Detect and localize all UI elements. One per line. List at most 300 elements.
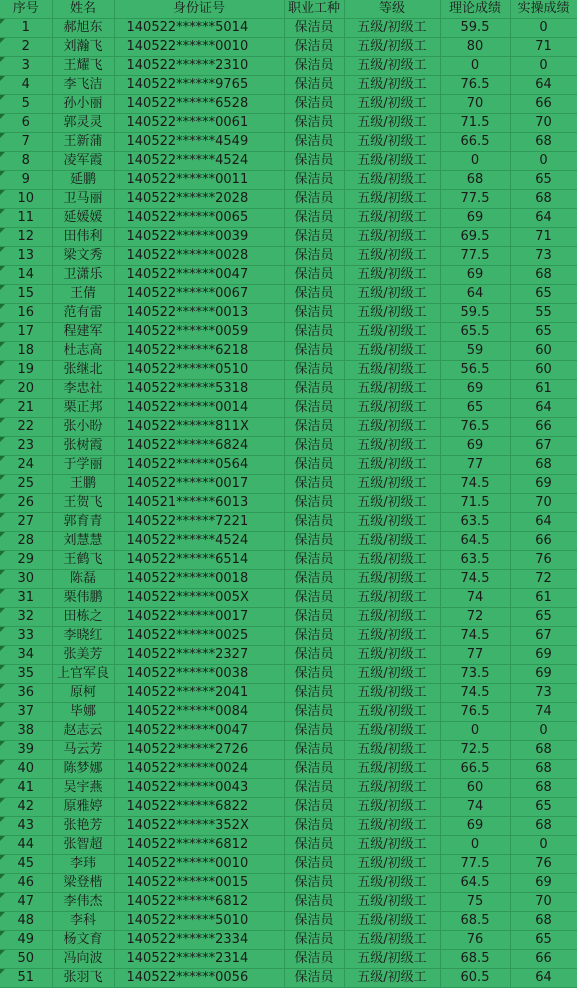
name-cell[interactable]: 梁登楷: [52, 874, 114, 893]
header-cell-level[interactable]: 等级: [344, 0, 440, 19]
name-cell[interactable]: 范有雷: [52, 304, 114, 323]
practice-cell[interactable]: 76: [510, 551, 577, 570]
practice-cell[interactable]: 0: [510, 722, 577, 741]
header-cell-id[interactable]: 身份证号: [114, 0, 284, 19]
name-cell[interactable]: 栗伟鹏: [52, 589, 114, 608]
theory-cell[interactable]: 59.5: [440, 304, 510, 323]
job-cell[interactable]: 保洁员: [284, 912, 344, 931]
level-cell[interactable]: 五级/初级工: [344, 532, 440, 551]
practice-cell[interactable]: 61: [510, 589, 577, 608]
name-cell[interactable]: 王倩: [52, 285, 114, 304]
job-cell[interactable]: 保洁员: [284, 171, 344, 190]
seq-cell[interactable]: 33: [0, 627, 52, 646]
name-cell[interactable]: 李伟杰: [52, 893, 114, 912]
id-cell[interactable]: 140522******0039: [114, 228, 284, 247]
id-cell[interactable]: 140522******6514: [114, 551, 284, 570]
practice-cell[interactable]: 60: [510, 361, 577, 380]
theory-cell[interactable]: 72.5: [440, 741, 510, 760]
practice-cell[interactable]: 69: [510, 646, 577, 665]
id-cell[interactable]: 140522******0043: [114, 779, 284, 798]
level-cell[interactable]: 五级/初级工: [344, 912, 440, 931]
job-cell[interactable]: 保洁员: [284, 38, 344, 57]
seq-cell[interactable]: 22: [0, 418, 52, 437]
job-cell[interactable]: 保洁员: [284, 456, 344, 475]
job-cell[interactable]: 保洁员: [284, 646, 344, 665]
id-cell[interactable]: 140522******4524: [114, 152, 284, 171]
job-cell[interactable]: 保洁员: [284, 950, 344, 969]
level-cell[interactable]: 五级/初级工: [344, 57, 440, 76]
level-cell[interactable]: 五级/初级工: [344, 418, 440, 437]
id-cell[interactable]: 140522******0056: [114, 969, 284, 988]
id-cell[interactable]: 140522******0059: [114, 323, 284, 342]
practice-cell[interactable]: 67: [510, 437, 577, 456]
job-cell[interactable]: 保洁员: [284, 570, 344, 589]
job-cell[interactable]: 保洁员: [284, 722, 344, 741]
level-cell[interactable]: 五级/初级工: [344, 399, 440, 418]
id-cell[interactable]: 140522******0018: [114, 570, 284, 589]
header-cell-job[interactable]: 职业工种: [284, 0, 344, 19]
practice-cell[interactable]: 65: [510, 171, 577, 190]
job-cell[interactable]: 保洁员: [284, 513, 344, 532]
level-cell[interactable]: 五级/初级工: [344, 114, 440, 133]
seq-cell[interactable]: 46: [0, 874, 52, 893]
seq-cell[interactable]: 6: [0, 114, 52, 133]
seq-cell[interactable]: 23: [0, 437, 52, 456]
job-cell[interactable]: 保洁员: [284, 323, 344, 342]
header-cell-name[interactable]: 姓名: [52, 0, 114, 19]
theory-cell[interactable]: 69.5: [440, 228, 510, 247]
level-cell[interactable]: 五级/初级工: [344, 456, 440, 475]
theory-cell[interactable]: 74.5: [440, 684, 510, 703]
seq-cell[interactable]: 51: [0, 969, 52, 988]
theory-cell[interactable]: 77.5: [440, 190, 510, 209]
seq-cell[interactable]: 18: [0, 342, 52, 361]
seq-cell[interactable]: 12: [0, 228, 52, 247]
level-cell[interactable]: 五级/初级工: [344, 380, 440, 399]
theory-cell[interactable]: 65.5: [440, 323, 510, 342]
level-cell[interactable]: 五级/初级工: [344, 152, 440, 171]
seq-cell[interactable]: 13: [0, 247, 52, 266]
job-cell[interactable]: 保洁员: [284, 247, 344, 266]
name-cell[interactable]: 延媛媛: [52, 209, 114, 228]
level-cell[interactable]: 五级/初级工: [344, 950, 440, 969]
job-cell[interactable]: 保洁员: [284, 684, 344, 703]
theory-cell[interactable]: 68.5: [440, 912, 510, 931]
id-cell[interactable]: 140522******0017: [114, 475, 284, 494]
id-cell[interactable]: 140522******2726: [114, 741, 284, 760]
id-cell[interactable]: 140522******0017: [114, 608, 284, 627]
job-cell[interactable]: 保洁员: [284, 342, 344, 361]
seq-cell[interactable]: 14: [0, 266, 52, 285]
job-cell[interactable]: 保洁员: [284, 760, 344, 779]
id-cell[interactable]: 140522******0067: [114, 285, 284, 304]
seq-cell[interactable]: 39: [0, 741, 52, 760]
practice-cell[interactable]: 69: [510, 475, 577, 494]
name-cell[interactable]: 梁文秀: [52, 247, 114, 266]
name-cell[interactable]: 吴宇燕: [52, 779, 114, 798]
theory-cell[interactable]: 68.5: [440, 950, 510, 969]
practice-cell[interactable]: 68: [510, 779, 577, 798]
seq-cell[interactable]: 47: [0, 893, 52, 912]
level-cell[interactable]: 五级/初级工: [344, 76, 440, 95]
theory-cell[interactable]: 77.5: [440, 247, 510, 266]
theory-cell[interactable]: 76: [440, 931, 510, 950]
name-cell[interactable]: 张美芳: [52, 646, 114, 665]
practice-cell[interactable]: 60: [510, 342, 577, 361]
id-cell[interactable]: 140522******4524: [114, 532, 284, 551]
id-cell[interactable]: 140522******5014: [114, 19, 284, 38]
seq-cell[interactable]: 15: [0, 285, 52, 304]
job-cell[interactable]: 保洁员: [284, 95, 344, 114]
name-cell[interactable]: 冯向波: [52, 950, 114, 969]
job-cell[interactable]: 保洁员: [284, 19, 344, 38]
job-cell[interactable]: 保洁员: [284, 209, 344, 228]
theory-cell[interactable]: 66.5: [440, 760, 510, 779]
id-cell[interactable]: 140522******811X: [114, 418, 284, 437]
id-cell[interactable]: 140522******0010: [114, 855, 284, 874]
theory-cell[interactable]: 65: [440, 399, 510, 418]
seq-cell[interactable]: 24: [0, 456, 52, 475]
practice-cell[interactable]: 74: [510, 703, 577, 722]
practice-cell[interactable]: 70: [510, 893, 577, 912]
job-cell[interactable]: 保洁员: [284, 741, 344, 760]
job-cell[interactable]: 保洁员: [284, 855, 344, 874]
theory-cell[interactable]: 80: [440, 38, 510, 57]
job-cell[interactable]: 保洁员: [284, 817, 344, 836]
id-cell[interactable]: 140522******5318: [114, 380, 284, 399]
practice-cell[interactable]: 71: [510, 228, 577, 247]
practice-cell[interactable]: 65: [510, 931, 577, 950]
seq-cell[interactable]: 20: [0, 380, 52, 399]
seq-cell[interactable]: 21: [0, 399, 52, 418]
level-cell[interactable]: 五级/初级工: [344, 703, 440, 722]
id-cell[interactable]: 140522******0047: [114, 722, 284, 741]
practice-cell[interactable]: 0: [510, 152, 577, 171]
level-cell[interactable]: 五级/初级工: [344, 741, 440, 760]
level-cell[interactable]: 五级/初级工: [344, 646, 440, 665]
job-cell[interactable]: 保洁员: [284, 532, 344, 551]
practice-cell[interactable]: 68: [510, 133, 577, 152]
name-cell[interactable]: 田栋之: [52, 608, 114, 627]
practice-cell[interactable]: 72: [510, 570, 577, 589]
theory-cell[interactable]: 0: [440, 152, 510, 171]
level-cell[interactable]: 五级/初级工: [344, 475, 440, 494]
level-cell[interactable]: 五级/初级工: [344, 589, 440, 608]
seq-cell[interactable]: 45: [0, 855, 52, 874]
job-cell[interactable]: 保洁员: [284, 418, 344, 437]
level-cell[interactable]: 五级/初级工: [344, 513, 440, 532]
name-cell[interactable]: 张艳芳: [52, 817, 114, 836]
id-cell[interactable]: 140522******0013: [114, 304, 284, 323]
name-cell[interactable]: 郝旭东: [52, 19, 114, 38]
theory-cell[interactable]: 71.5: [440, 494, 510, 513]
level-cell[interactable]: 五级/初级工: [344, 38, 440, 57]
job-cell[interactable]: 保洁员: [284, 608, 344, 627]
theory-cell[interactable]: 69: [440, 437, 510, 456]
name-cell[interactable]: 凌军霞: [52, 152, 114, 171]
level-cell[interactable]: 五级/初级工: [344, 323, 440, 342]
practice-cell[interactable]: 55: [510, 304, 577, 323]
level-cell[interactable]: 五级/初级工: [344, 969, 440, 988]
id-cell[interactable]: 140522******0015: [114, 874, 284, 893]
practice-cell[interactable]: 68: [510, 266, 577, 285]
name-cell[interactable]: 张树霞: [52, 437, 114, 456]
job-cell[interactable]: 保洁员: [284, 893, 344, 912]
level-cell[interactable]: 五级/初级工: [344, 627, 440, 646]
theory-cell[interactable]: 59: [440, 342, 510, 361]
job-cell[interactable]: 保洁员: [284, 361, 344, 380]
job-cell[interactable]: 保洁员: [284, 665, 344, 684]
level-cell[interactable]: 五级/初级工: [344, 722, 440, 741]
job-cell[interactable]: 保洁员: [284, 228, 344, 247]
level-cell[interactable]: 五级/初级工: [344, 95, 440, 114]
seq-cell[interactable]: 32: [0, 608, 52, 627]
theory-cell[interactable]: 56.5: [440, 361, 510, 380]
job-cell[interactable]: 保洁员: [284, 779, 344, 798]
seq-cell[interactable]: 3: [0, 57, 52, 76]
theory-cell[interactable]: 71.5: [440, 114, 510, 133]
name-cell[interactable]: 卫潇乐: [52, 266, 114, 285]
practice-cell[interactable]: 64: [510, 76, 577, 95]
level-cell[interactable]: 五级/初级工: [344, 171, 440, 190]
seq-cell[interactable]: 25: [0, 475, 52, 494]
job-cell[interactable]: 保洁员: [284, 874, 344, 893]
level-cell[interactable]: 五级/初级工: [344, 551, 440, 570]
seq-cell[interactable]: 36: [0, 684, 52, 703]
job-cell[interactable]: 保洁员: [284, 475, 344, 494]
name-cell[interactable]: 王鹤飞: [52, 551, 114, 570]
id-cell[interactable]: 140522******5010: [114, 912, 284, 931]
name-cell[interactable]: 田伟利: [52, 228, 114, 247]
id-cell[interactable]: 140522******0047: [114, 266, 284, 285]
id-cell[interactable]: 140522******0010: [114, 38, 284, 57]
id-cell[interactable]: 140522******0084: [114, 703, 284, 722]
level-cell[interactable]: 五级/初级工: [344, 228, 440, 247]
theory-cell[interactable]: 74.5: [440, 627, 510, 646]
job-cell[interactable]: 保洁员: [284, 399, 344, 418]
id-cell[interactable]: 140522******0061: [114, 114, 284, 133]
name-cell[interactable]: 刘慧慧: [52, 532, 114, 551]
practice-cell[interactable]: 73: [510, 247, 577, 266]
name-cell[interactable]: 张小盼: [52, 418, 114, 437]
seq-cell[interactable]: 44: [0, 836, 52, 855]
level-cell[interactable]: 五级/初级工: [344, 779, 440, 798]
name-cell[interactable]: 孙小丽: [52, 95, 114, 114]
practice-cell[interactable]: 69: [510, 874, 577, 893]
name-cell[interactable]: 王贺飞: [52, 494, 114, 513]
id-cell[interactable]: 140522******2041: [114, 684, 284, 703]
id-cell[interactable]: 140522******6812: [114, 836, 284, 855]
seq-cell[interactable]: 1: [0, 19, 52, 38]
name-cell[interactable]: 李玮: [52, 855, 114, 874]
job-cell[interactable]: 保洁员: [284, 57, 344, 76]
theory-cell[interactable]: 0: [440, 722, 510, 741]
level-cell[interactable]: 五级/初级工: [344, 798, 440, 817]
job-cell[interactable]: 保洁员: [284, 437, 344, 456]
theory-cell[interactable]: 77: [440, 456, 510, 475]
theory-cell[interactable]: 72: [440, 608, 510, 627]
id-cell[interactable]: 140522******352X: [114, 817, 284, 836]
name-cell[interactable]: 李飞洁: [52, 76, 114, 95]
seq-cell[interactable]: 29: [0, 551, 52, 570]
seq-cell[interactable]: 31: [0, 589, 52, 608]
level-cell[interactable]: 五级/初级工: [344, 266, 440, 285]
seq-cell[interactable]: 37: [0, 703, 52, 722]
id-cell[interactable]: 140522******6528: [114, 95, 284, 114]
level-cell[interactable]: 五级/初级工: [344, 665, 440, 684]
seq-cell[interactable]: 35: [0, 665, 52, 684]
practice-cell[interactable]: 70: [510, 114, 577, 133]
theory-cell[interactable]: 70: [440, 95, 510, 114]
practice-cell[interactable]: 68: [510, 817, 577, 836]
seq-cell[interactable]: 2: [0, 38, 52, 57]
practice-cell[interactable]: 0: [510, 836, 577, 855]
name-cell[interactable]: 王新蒲: [52, 133, 114, 152]
practice-cell[interactable]: 70: [510, 494, 577, 513]
seq-cell[interactable]: 30: [0, 570, 52, 589]
id-cell[interactable]: 140522******9765: [114, 76, 284, 95]
practice-cell[interactable]: 68: [510, 760, 577, 779]
level-cell[interactable]: 五级/初级工: [344, 361, 440, 380]
job-cell[interactable]: 保洁员: [284, 836, 344, 855]
level-cell[interactable]: 五级/初级工: [344, 342, 440, 361]
name-cell[interactable]: 张继北: [52, 361, 114, 380]
name-cell[interactable]: 卫马丽: [52, 190, 114, 209]
name-cell[interactable]: 李晓红: [52, 627, 114, 646]
job-cell[interactable]: 保洁员: [284, 551, 344, 570]
id-cell[interactable]: 140522******0011: [114, 171, 284, 190]
id-cell[interactable]: 140522******0024: [114, 760, 284, 779]
name-cell[interactable]: 赵志云: [52, 722, 114, 741]
practice-cell[interactable]: 66: [510, 418, 577, 437]
id-cell[interactable]: 140522******2327: [114, 646, 284, 665]
seq-cell[interactable]: 34: [0, 646, 52, 665]
level-cell[interactable]: 五级/初级工: [344, 494, 440, 513]
practice-cell[interactable]: 67: [510, 627, 577, 646]
id-cell[interactable]: 140522******0028: [114, 247, 284, 266]
theory-cell[interactable]: 74: [440, 589, 510, 608]
theory-cell[interactable]: 0: [440, 836, 510, 855]
level-cell[interactable]: 五级/初级工: [344, 817, 440, 836]
practice-cell[interactable]: 64: [510, 399, 577, 418]
id-cell[interactable]: 140522******005X: [114, 589, 284, 608]
level-cell[interactable]: 五级/初级工: [344, 855, 440, 874]
seq-cell[interactable]: 5: [0, 95, 52, 114]
theory-cell[interactable]: 76.5: [440, 703, 510, 722]
practice-cell[interactable]: 71: [510, 38, 577, 57]
seq-cell[interactable]: 10: [0, 190, 52, 209]
seq-cell[interactable]: 9: [0, 171, 52, 190]
id-cell[interactable]: 140522******2028: [114, 190, 284, 209]
theory-cell[interactable]: 75: [440, 893, 510, 912]
id-cell[interactable]: 140522******6824: [114, 437, 284, 456]
job-cell[interactable]: 保洁员: [284, 931, 344, 950]
name-cell[interactable]: 李科: [52, 912, 114, 931]
name-cell[interactable]: 王耀飞: [52, 57, 114, 76]
theory-cell[interactable]: 60: [440, 779, 510, 798]
name-cell[interactable]: 栗正邦: [52, 399, 114, 418]
header-cell-theory[interactable]: 理论成绩: [440, 0, 510, 19]
name-cell[interactable]: 于学丽: [52, 456, 114, 475]
seq-cell[interactable]: 26: [0, 494, 52, 513]
name-cell[interactable]: 杜志高: [52, 342, 114, 361]
job-cell[interactable]: 保洁员: [284, 798, 344, 817]
level-cell[interactable]: 五级/初级工: [344, 760, 440, 779]
level-cell[interactable]: 五级/初级工: [344, 304, 440, 323]
seq-cell[interactable]: 4: [0, 76, 52, 95]
practice-cell[interactable]: 76: [510, 855, 577, 874]
level-cell[interactable]: 五级/初级工: [344, 893, 440, 912]
seq-cell[interactable]: 27: [0, 513, 52, 532]
theory-cell[interactable]: 68: [440, 171, 510, 190]
practice-cell[interactable]: 0: [510, 57, 577, 76]
job-cell[interactable]: 保洁员: [284, 133, 344, 152]
id-cell[interactable]: 140522******4549: [114, 133, 284, 152]
seq-cell[interactable]: 48: [0, 912, 52, 931]
name-cell[interactable]: 刘瀚飞: [52, 38, 114, 57]
header-cell-practice[interactable]: 实操成绩: [510, 0, 577, 19]
practice-cell[interactable]: 61: [510, 380, 577, 399]
theory-cell[interactable]: 63.5: [440, 513, 510, 532]
level-cell[interactable]: 五级/初级工: [344, 190, 440, 209]
name-cell[interactable]: 原柯: [52, 684, 114, 703]
seq-cell[interactable]: 41: [0, 779, 52, 798]
level-cell[interactable]: 五级/初级工: [344, 209, 440, 228]
job-cell[interactable]: 保洁员: [284, 190, 344, 209]
seq-cell[interactable]: 40: [0, 760, 52, 779]
job-cell[interactable]: 保洁员: [284, 380, 344, 399]
name-cell[interactable]: 郭灵灵: [52, 114, 114, 133]
practice-cell[interactable]: 66: [510, 950, 577, 969]
job-cell[interactable]: 保洁员: [284, 703, 344, 722]
job-cell[interactable]: 保洁员: [284, 266, 344, 285]
name-cell[interactable]: 原雅婷: [52, 798, 114, 817]
seq-cell[interactable]: 42: [0, 798, 52, 817]
job-cell[interactable]: 保洁员: [284, 627, 344, 646]
id-cell[interactable]: 140522******0065: [114, 209, 284, 228]
theory-cell[interactable]: 0: [440, 57, 510, 76]
practice-cell[interactable]: 68: [510, 741, 577, 760]
theory-cell[interactable]: 66.5: [440, 133, 510, 152]
theory-cell[interactable]: 69: [440, 380, 510, 399]
practice-cell[interactable]: 68: [510, 912, 577, 931]
id-cell[interactable]: 140522******0038: [114, 665, 284, 684]
seq-cell[interactable]: 43: [0, 817, 52, 836]
name-cell[interactable]: 马云芳: [52, 741, 114, 760]
seq-cell[interactable]: 28: [0, 532, 52, 551]
practice-cell[interactable]: 68: [510, 456, 577, 475]
theory-cell[interactable]: 60.5: [440, 969, 510, 988]
practice-cell[interactable]: 73: [510, 684, 577, 703]
level-cell[interactable]: 五级/初级工: [344, 133, 440, 152]
theory-cell[interactable]: 76.5: [440, 76, 510, 95]
id-cell[interactable]: 140522******0014: [114, 399, 284, 418]
name-cell[interactable]: 李忠社: [52, 380, 114, 399]
practice-cell[interactable]: 66: [510, 532, 577, 551]
level-cell[interactable]: 五级/初级工: [344, 285, 440, 304]
name-cell[interactable]: 张羽飞: [52, 969, 114, 988]
practice-cell[interactable]: 65: [510, 323, 577, 342]
seq-cell[interactable]: 16: [0, 304, 52, 323]
practice-cell[interactable]: 65: [510, 798, 577, 817]
id-cell[interactable]: 140522******0564: [114, 456, 284, 475]
level-cell[interactable]: 五级/初级工: [344, 19, 440, 38]
seq-cell[interactable]: 49: [0, 931, 52, 950]
name-cell[interactable]: 陈磊: [52, 570, 114, 589]
theory-cell[interactable]: 74.5: [440, 570, 510, 589]
theory-cell[interactable]: 73.5: [440, 665, 510, 684]
theory-cell[interactable]: 64.5: [440, 874, 510, 893]
